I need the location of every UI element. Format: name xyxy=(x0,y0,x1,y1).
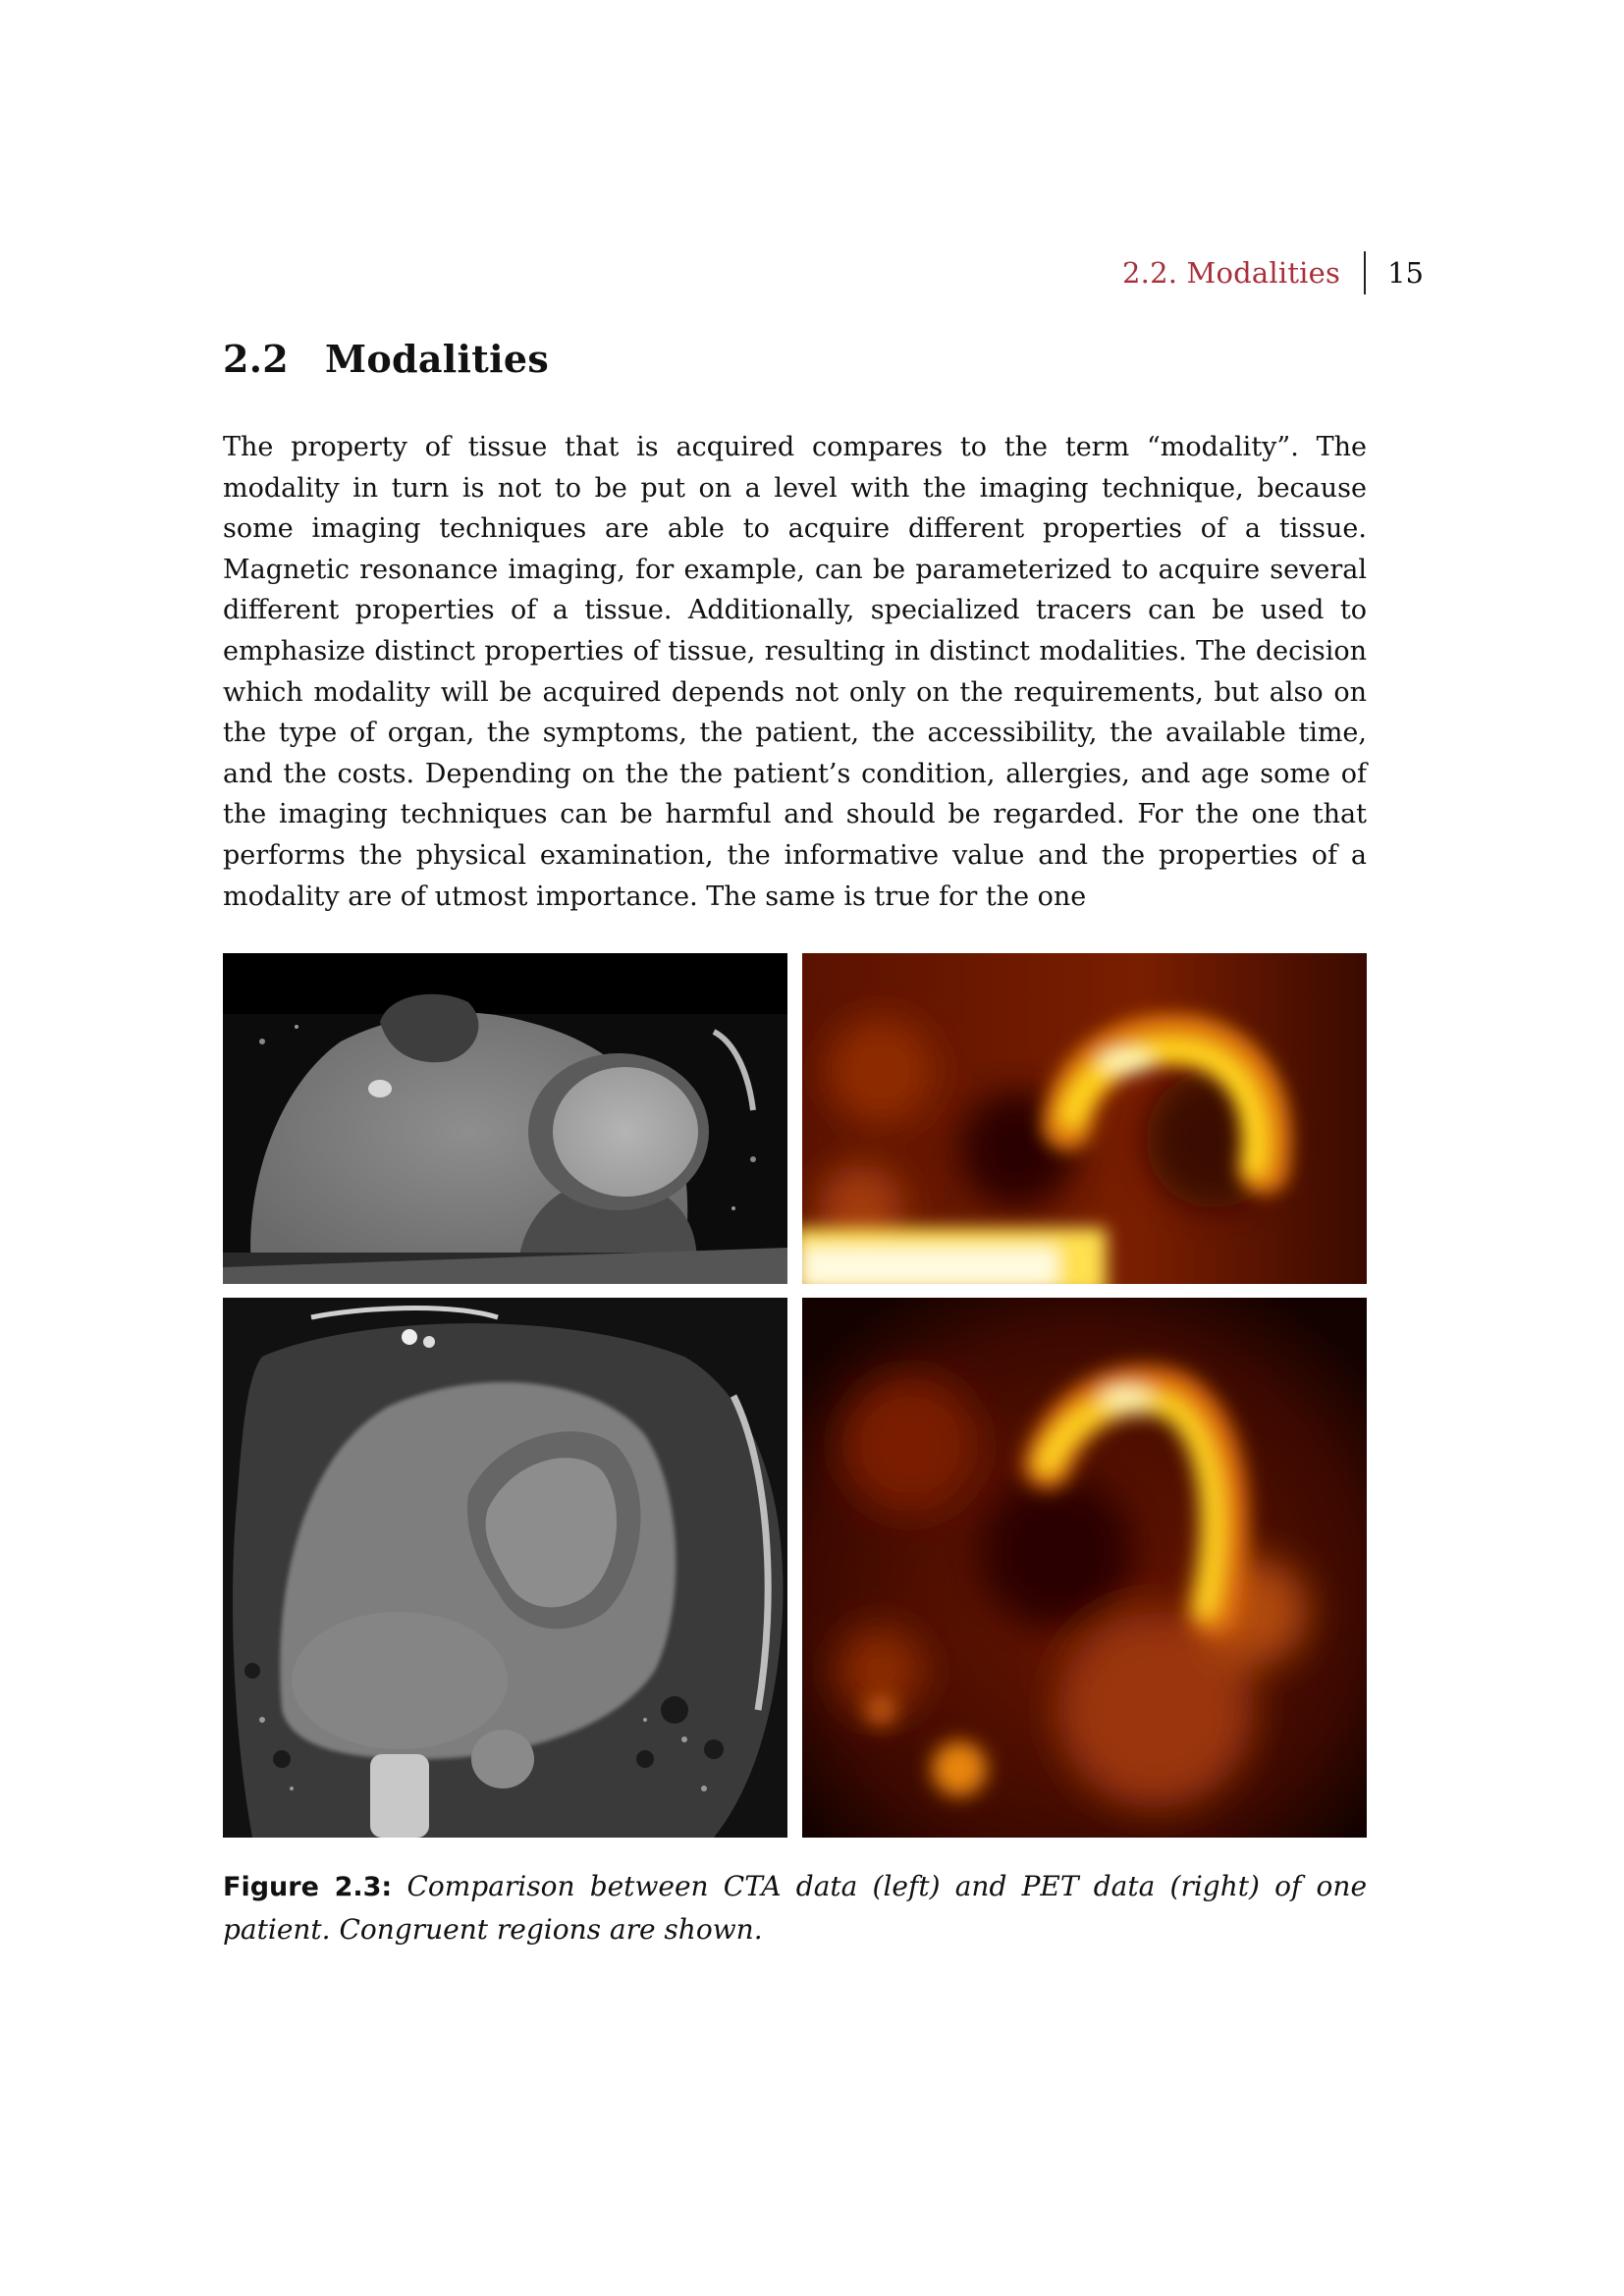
section-title: Modalities xyxy=(325,337,550,381)
section-heading xyxy=(223,337,549,381)
pet-image-bottom xyxy=(802,1298,1367,1838)
figure-label: Figure 2.3: xyxy=(223,1872,393,1902)
figure-caption-text: Comparison between CTA data (left) and PET data (right) of one patient. Congruent regions are shown. xyxy=(223,1870,1368,1946)
page-number: 15 xyxy=(1387,256,1424,290)
pet-image-top xyxy=(802,953,1367,1284)
cta-image-top xyxy=(223,953,787,1284)
figure-2-3 xyxy=(223,953,1367,1838)
running-head xyxy=(1122,250,1424,295)
running-head-section: 2.2. Modalities xyxy=(1122,256,1341,290)
cta-image-bottom xyxy=(223,1298,787,1838)
section-number: 2.2 xyxy=(223,337,290,381)
figure-caption xyxy=(223,1865,1367,1950)
body-paragraph: The property of tissue that is acquired compares to the term “modality”. The modality in turn is not to be put on a level with the imaging technique, because some imaging techniques are able to acquire different properties of a tissue. Magnetic resonance imaging, for example, can be parameterized to acquire several different properties of a tissue. Additionally, specialized tracers can be used to emphasize distinct properties of tissue, resulting in distinct modalities. The decision which modality will be acquired depends not only on the requirements, but also on the type of organ, the symptoms, the patient, the accessibility, the available time, and the costs. Depending on the the patient’s condition, allergies, and age some of the imaging techniques can be harmful and should be regarded. For the one that performs the physical examination, the informative value and the properties of a modality are of utmost importance. The same is true for the one xyxy=(223,432,1367,912)
running-head-divider xyxy=(1364,251,1366,294)
